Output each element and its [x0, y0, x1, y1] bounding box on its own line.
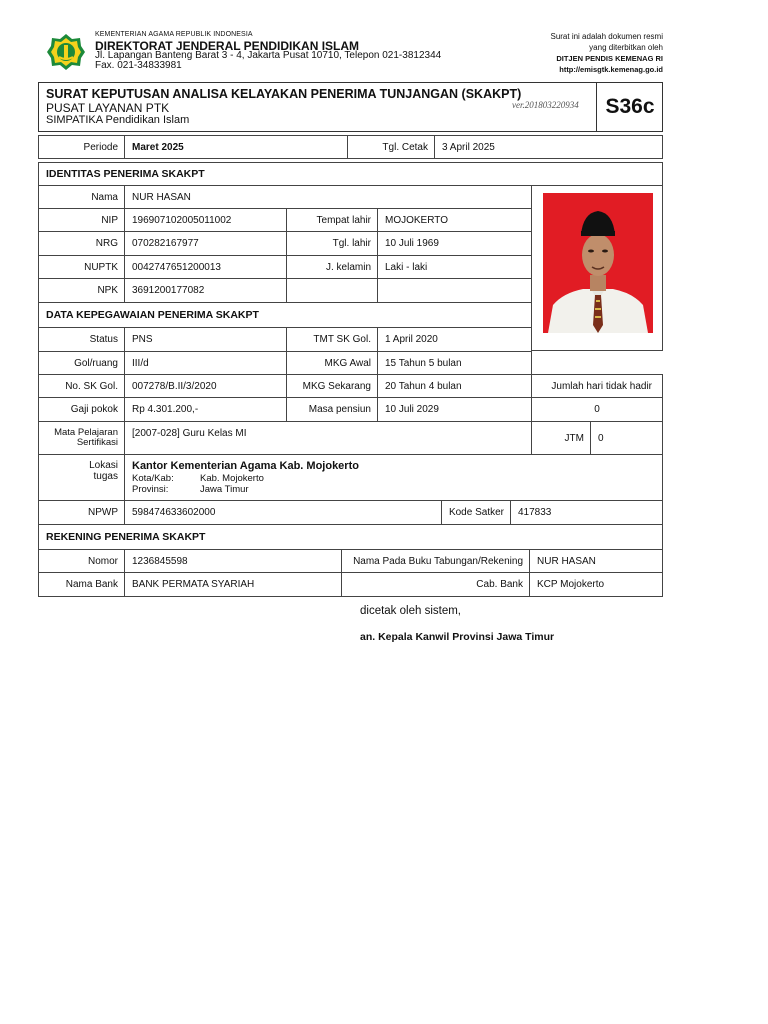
- nama-value: NUR HASAN: [124, 185, 532, 209]
- jtm-label: JTM: [531, 421, 591, 455]
- gaji-pokok-value: Rp 4.301.200,-: [124, 397, 287, 422]
- kemenag-logo: [46, 33, 86, 71]
- section-kepegawaian-heading: DATA KEPEGAWAIAN PENERIMA SKAKPT: [38, 302, 532, 328]
- mata-pelajaran-label: [38, 421, 125, 455]
- npk-value: 3691200177082: [124, 278, 287, 303]
- tmt-sk-value: 1 April 2020: [377, 327, 532, 352]
- masa-pensiun-label: Masa pensiun: [286, 397, 378, 422]
- mata-pelajaran-value: [2007-028] Guru Kelas MI: [124, 421, 532, 455]
- mata-pelajaran-label-line1: Mata Pelajaran: [54, 427, 118, 438]
- periode-label: Periode: [38, 135, 125, 159]
- document-title-box: [38, 82, 663, 132]
- mkg-sekarang-value: 20 Tahun 4 bulan: [377, 374, 532, 398]
- gaji-pokok-label: Gaji pokok: [38, 397, 125, 422]
- section-rekening-heading: REKENING PENERIMA SKAKPT: [38, 524, 663, 550]
- nama-bank-label: Nama Bank: [38, 572, 125, 597]
- lokasi-tugas-label: [38, 454, 125, 501]
- ministry-name: KEMENTERIAN AGAMA REPUBLIK INDONESIA: [95, 31, 253, 38]
- nip-value: 196907102005011002: [124, 208, 287, 232]
- nama-label: Nama: [38, 185, 125, 209]
- tmt-sk-label: TMT SK Gol.: [286, 327, 378, 352]
- kota-label: Kota/Kab:: [132, 473, 174, 484]
- status-label: Status: [38, 327, 125, 352]
- tgl-lahir-value: 10 Juli 1969: [377, 231, 532, 256]
- directorate-name: DIREKTORAT JENDERAL PENDIDIKAN ISLAM: [95, 39, 360, 53]
- no-sk-gol-label: No. SK Gol.: [38, 374, 125, 398]
- official-note: [550, 31, 663, 75]
- npwp-label: NPWP: [38, 500, 125, 525]
- jtm-value: 0: [590, 421, 663, 455]
- document-subtitle-2: SIMPATIKA Pendidikan Islam: [46, 114, 190, 126]
- mkg-awal-label: MKG Awal: [286, 351, 378, 375]
- address-block: [95, 51, 441, 71]
- version-label: ver.201803220934: [512, 100, 579, 110]
- npwp-value: 598474633602000: [124, 500, 442, 525]
- jenis-kelamin-label: J. kelamin: [286, 255, 378, 279]
- nip-label: NIP: [38, 208, 125, 232]
- tempat-lahir-label: Tempat lahir: [286, 208, 378, 232]
- kota-value: Kab. Mojokerto: [200, 473, 264, 484]
- nrg-label: NRG: [38, 231, 125, 256]
- document-title: SURAT KEPUTUSAN ANALISA KELAYAKAN PENERIMA TUNJANGAN (SKAKPT): [46, 87, 522, 101]
- fax-line: Fax. 021-34833981: [95, 60, 182, 71]
- empty-cell: [377, 278, 532, 303]
- note-line: yang diterbitkan oleh: [589, 43, 663, 52]
- section-identitas-heading: IDENTITAS PENERIMA SKAKPT: [38, 162, 663, 186]
- signer-title: an. Kepala Kanwil Provinsi Jawa Timur: [360, 631, 555, 643]
- provinsi-value: Jawa Timur: [200, 484, 249, 495]
- nuptk-label: NUPTK: [38, 255, 125, 279]
- tgl-cetak-value: 3 April 2025: [434, 135, 663, 159]
- jenis-kelamin-value: Laki - laki: [377, 255, 532, 279]
- tgl-lahir-label: Tgl. lahir: [286, 231, 378, 256]
- lokasi-label-line2: tugas: [93, 471, 118, 482]
- mkg-awal-value: 15 Tahun 5 bulan: [377, 351, 532, 375]
- mkg-sekarang-label: MKG Sekarang: [286, 374, 378, 398]
- tempat-lahir-value: MOJOKERTO: [377, 208, 532, 232]
- npk-label: NPK: [38, 278, 125, 303]
- nama-bank-value: BANK PERMATA SYARIAH: [124, 572, 342, 597]
- jumlah-hari-tidak-hadir-label: Jumlah hari tidak hadir: [531, 374, 663, 398]
- address-line: Jl. Lapangan Banteng Barat 3 - 4, Jakarta Pusat 10710, Telepon 021-3812344: [95, 50, 442, 61]
- nama-buku-value: NUR HASAN: [529, 549, 663, 573]
- lokasi-tugas-value: Kantor Kementerian Agama Kab. Mojokerto: [132, 460, 359, 472]
- provinsi-label: Provinsi:: [132, 484, 169, 495]
- status-value: PNS: [124, 327, 287, 352]
- note-url: http://emisgtk.kemenag.go.id: [559, 65, 663, 74]
- note-org: DITJEN PENDIS KEMENAG RI: [556, 54, 663, 63]
- jumlah-hari-tidak-hadir-value: 0: [531, 397, 663, 422]
- cabang-bank-value: KCP Mojokerto: [529, 572, 663, 597]
- gol-ruang-value: III/d: [124, 351, 287, 375]
- recipient-photo: [543, 193, 653, 333]
- document-code: S36c: [596, 82, 663, 132]
- printed-by-system: dicetak oleh sistem,: [360, 605, 461, 617]
- kode-satker-value: 417833: [510, 500, 663, 525]
- lokasi-label-line1: Lokasi: [89, 460, 118, 471]
- nomor-rekening-label: Nomor: [38, 549, 125, 573]
- cabang-bank-label: Cab. Bank: [341, 572, 530, 597]
- tgl-cetak-label: Tgl. Cetak: [347, 135, 435, 159]
- nomor-rekening-value: 1236845598: [124, 549, 342, 573]
- nuptk-value: 0042747651200013: [124, 255, 287, 279]
- empty-cell: [286, 278, 378, 303]
- note-line: Surat ini adalah dokumen resmi: [550, 32, 663, 41]
- nama-buku-label: Nama Pada Buku Tabungan/Rekening: [341, 549, 530, 573]
- nrg-value: 070282167977: [124, 231, 287, 256]
- kode-satker-label: Kode Satker: [441, 500, 511, 525]
- masa-pensiun-value: 10 Juli 2029: [377, 397, 532, 422]
- no-sk-gol-value: 007278/B.II/3/2020: [124, 374, 287, 398]
- gol-ruang-label: Gol/ruang: [38, 351, 125, 375]
- document-subtitle: PUSAT LAYANAN PTK: [46, 101, 170, 115]
- mata-pelajaran-label-line2: Sertifikasi: [76, 437, 118, 448]
- periode-value: Maret 2025: [124, 135, 348, 159]
